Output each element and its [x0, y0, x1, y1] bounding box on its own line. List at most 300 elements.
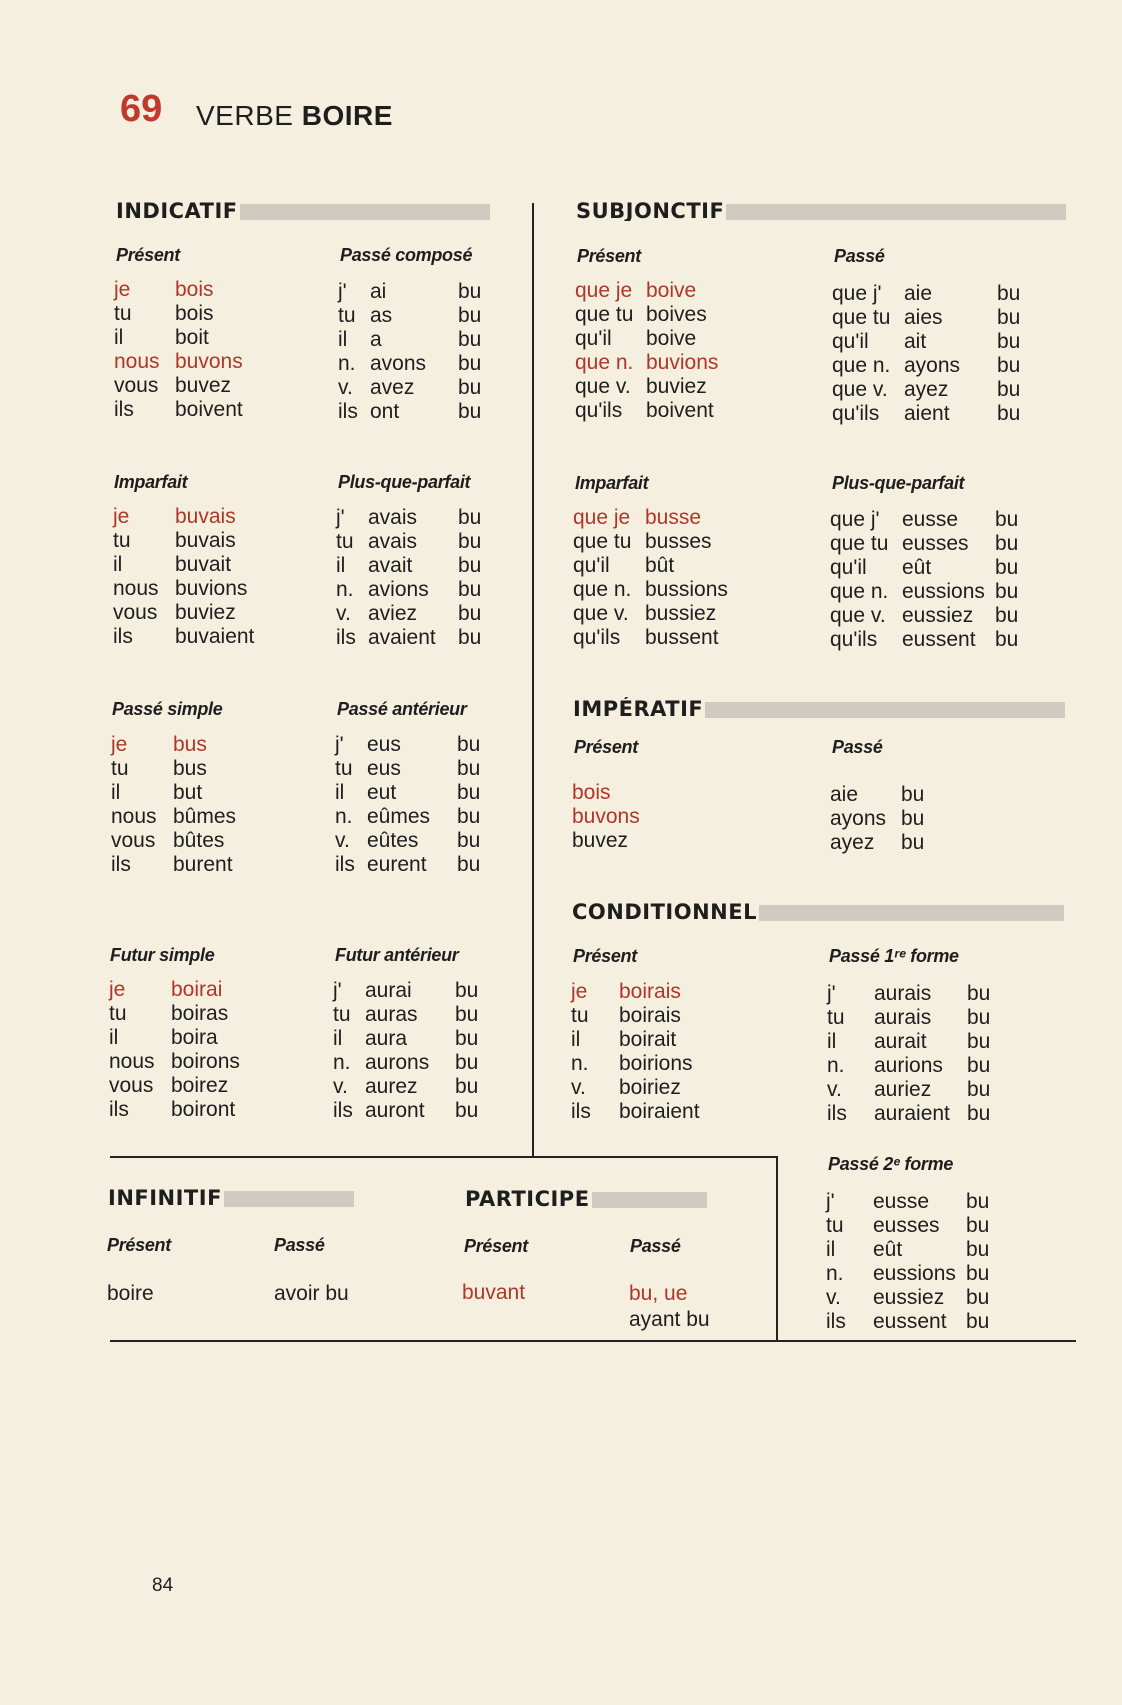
auxiliary: ait	[904, 330, 927, 353]
auxiliary: aviez	[368, 602, 418, 625]
person: ils	[827, 1102, 847, 1125]
conjugation-row	[113, 577, 353, 601]
section-title: PARTICIPE	[465, 1187, 590, 1209]
person: que tu	[573, 530, 632, 553]
person: v.	[336, 602, 351, 625]
past-participle: bu	[458, 626, 482, 649]
past-participle: bu	[901, 783, 925, 806]
tense-label: Présent	[116, 245, 180, 265]
conjugation-row	[832, 378, 1072, 402]
auxiliary: auraient	[874, 1102, 950, 1125]
header-bar	[705, 702, 1065, 718]
horizontal-divider-upper	[110, 1156, 778, 1158]
conjugation-row	[832, 306, 1072, 330]
person: n.	[336, 578, 354, 601]
auxiliary: eusses	[873, 1214, 940, 1237]
past-participle: bu	[966, 1286, 990, 1309]
conjugation-row	[338, 352, 578, 376]
person: qu'ils	[830, 628, 878, 651]
conjugation-row	[113, 601, 353, 625]
verb-form: boiraient	[619, 1100, 700, 1123]
horizontal-divider-lower	[110, 1340, 1076, 1342]
conjugation-row	[830, 580, 1070, 604]
conjugation-row	[832, 402, 1072, 426]
auxiliary: ai	[370, 280, 387, 303]
person: n.	[827, 1054, 845, 1077]
past-participle: bu	[966, 1310, 990, 1333]
past-participle: bu	[966, 1214, 990, 1237]
conjugation-row	[111, 853, 351, 877]
tense-label: Imparfait	[114, 472, 188, 492]
past-participle: bu	[967, 1006, 991, 1029]
conjugation-row	[113, 553, 353, 577]
past-participle: bu	[997, 306, 1021, 329]
person: v.	[338, 376, 353, 399]
auxiliary: avez	[370, 376, 415, 399]
conjugation-row	[572, 829, 812, 853]
auxiliary: eurent	[367, 853, 427, 876]
section-indicatif	[116, 199, 500, 221]
conjugation-row	[335, 757, 575, 781]
person: n.	[826, 1262, 844, 1285]
past-participle: bu	[457, 853, 481, 876]
auxiliary: eussions	[902, 580, 985, 603]
tense-label: Présent	[573, 946, 637, 966]
verb-form: bois	[175, 302, 214, 325]
person: que n.	[832, 354, 891, 377]
verb-form: buvait	[175, 553, 232, 576]
person: v.	[827, 1078, 842, 1101]
tense-label: Passé antérieur	[337, 699, 467, 719]
conjugation-row	[571, 1004, 811, 1028]
tense-label: Imparfait	[575, 473, 649, 493]
verb-form: but	[173, 781, 203, 804]
past-participle: bu	[997, 378, 1021, 401]
conjugation-row	[832, 282, 1072, 306]
auxiliary: aurais	[874, 982, 932, 1005]
tense-label: Plus-que-parfait	[338, 472, 471, 492]
conjugation-rows	[335, 733, 575, 877]
conjugation-row	[827, 1078, 1067, 1102]
past-participle: bu	[997, 330, 1021, 353]
person: j'	[338, 280, 347, 303]
verb-form: buvons	[572, 805, 640, 828]
conjugation-row	[114, 374, 354, 398]
conjugation-rows	[111, 733, 351, 877]
conjugation-row	[571, 1100, 811, 1124]
person: tu	[571, 1004, 589, 1027]
tense-label: Passé	[274, 1235, 325, 1255]
person: tu	[827, 1006, 845, 1029]
verb-form: busses	[645, 530, 712, 553]
tense-label: Présent	[574, 737, 638, 757]
conjugation-row	[338, 280, 578, 304]
verb-form: boivent	[175, 398, 243, 421]
past-participle: bu	[995, 508, 1019, 531]
past-participle: bu	[997, 354, 1021, 377]
past-participle: bu	[995, 532, 1019, 555]
auxiliary: auront	[365, 1099, 425, 1122]
verb-form: bûtes	[173, 829, 225, 852]
conjugation-row	[109, 1026, 349, 1050]
conjugation-row	[111, 781, 351, 805]
conjugation-row	[336, 506, 576, 530]
person: que v.	[832, 378, 888, 401]
person: vous	[109, 1074, 154, 1097]
tense-label: Passé 1ʳᵉ forme	[829, 946, 959, 966]
person: ils	[111, 853, 131, 876]
past-participle: bu	[457, 829, 481, 852]
past-participle: bu	[457, 805, 481, 828]
conjugation-row	[333, 1075, 573, 1099]
verb-form: buvez	[175, 374, 232, 397]
conjugation-row	[572, 781, 812, 805]
infinitif-present: boire	[107, 1282, 154, 1305]
past-participle: bu	[458, 376, 482, 399]
person: nous	[113, 577, 159, 600]
verb-form: buvez	[572, 829, 629, 852]
infinitif-passe: avoir bu	[274, 1282, 349, 1305]
conjugation-row	[333, 979, 573, 1003]
conjugation-rows	[109, 978, 349, 1122]
past-participle: bu	[458, 554, 482, 577]
person: il	[336, 554, 346, 577]
person: v.	[571, 1076, 586, 1099]
person: qu'il	[573, 554, 610, 577]
person: que n.	[575, 351, 634, 374]
auxiliary: aurait	[874, 1030, 927, 1053]
person: tu	[336, 530, 354, 553]
past-participle: bu	[995, 556, 1019, 579]
conjugation-row	[335, 781, 575, 805]
verb-form: boirons	[171, 1050, 240, 1073]
conjugation-row	[338, 376, 578, 400]
conjugation-row	[111, 733, 351, 757]
person: tu	[335, 757, 353, 780]
past-participle: bu	[966, 1262, 990, 1285]
conjugation-row	[336, 554, 576, 578]
conjugation-row	[575, 327, 815, 351]
past-participle: bu	[995, 628, 1019, 651]
person: tu	[114, 302, 132, 325]
participe-present: buvant	[462, 1281, 526, 1304]
conjugation-row	[333, 1027, 573, 1051]
conjugation-row	[827, 1006, 1067, 1030]
header-bar	[240, 204, 490, 220]
person: tu	[111, 757, 129, 780]
conjugation-row	[826, 1190, 1066, 1214]
conjugation-row	[830, 556, 1070, 580]
page-title	[196, 100, 393, 132]
auxiliary: eûtes	[367, 829, 419, 852]
verb-form: bût	[645, 554, 675, 577]
conjugation-row	[575, 279, 815, 303]
person: ils	[333, 1099, 353, 1122]
person: v.	[826, 1286, 841, 1309]
person: j'	[336, 506, 345, 529]
auxiliary: eusse	[873, 1190, 930, 1213]
person: vous	[114, 374, 159, 397]
auxiliary: avaient	[368, 626, 436, 649]
past-participle: bu	[455, 1003, 479, 1026]
verb-form: buvions	[646, 351, 719, 374]
tense-label: Plus-que-parfait	[832, 473, 965, 493]
auxiliary: avions	[368, 578, 429, 601]
conjugation-row	[573, 602, 813, 626]
past-participle: bu	[967, 1030, 991, 1053]
conjugation-row	[573, 578, 813, 602]
conjugation-row	[114, 398, 354, 422]
tense-label: Futur simple	[110, 945, 215, 965]
section-participe	[465, 1187, 718, 1209]
verb-form: boirez	[171, 1074, 229, 1097]
conjugation-row	[338, 328, 578, 352]
person: il	[109, 1026, 119, 1049]
verb-form: boira	[171, 1026, 218, 1049]
conjugation-row	[827, 1054, 1067, 1078]
auxiliary: auras	[365, 1003, 418, 1026]
person: je	[111, 733, 128, 756]
person: il	[111, 781, 121, 804]
auxiliary: ayons	[904, 354, 961, 377]
conjugation-row	[338, 304, 578, 328]
conjugation-rows	[573, 506, 813, 650]
section-title: INDICATIF	[116, 199, 238, 221]
auxiliary: aie	[830, 783, 859, 806]
conjugation-row	[111, 805, 351, 829]
conjugation-row	[575, 375, 815, 399]
conjugation-rows	[114, 278, 354, 422]
verb-form: boiriez	[619, 1076, 681, 1099]
conjugation-row	[573, 506, 813, 530]
person: que n.	[830, 580, 889, 603]
person: qu'ils	[575, 399, 623, 422]
person: n.	[338, 352, 356, 375]
auxiliary: ont	[370, 400, 400, 423]
person: il	[826, 1238, 836, 1261]
verb-form: boive	[646, 327, 697, 350]
verb-form: bois	[572, 781, 611, 804]
auxiliary: eût	[902, 556, 932, 579]
conjugation-row	[826, 1286, 1066, 1310]
verb-form: boivent	[646, 399, 714, 422]
past-participle: bu	[901, 831, 925, 854]
person: ils	[114, 398, 134, 421]
auxiliary: aurai	[365, 979, 412, 1002]
past-participle: bu	[458, 578, 482, 601]
auxiliary: aurons	[365, 1051, 430, 1074]
conjugation-row	[827, 982, 1067, 1006]
conjugation-rows	[338, 280, 578, 424]
past-participle: bu	[457, 733, 481, 756]
person: que v.	[830, 604, 886, 627]
tense-label: Présent	[107, 1235, 171, 1255]
auxiliary: aient	[904, 402, 950, 425]
verb-form: bussent	[645, 626, 719, 649]
auxiliary: avais	[368, 530, 418, 553]
conjugation-rows	[830, 508, 1070, 652]
person: que je	[573, 506, 631, 529]
person: il	[114, 326, 124, 349]
person: je	[109, 978, 126, 1001]
conjugation-row	[336, 578, 576, 602]
auxiliary: eussiez	[902, 604, 974, 627]
auxiliary: eussent	[902, 628, 976, 651]
conjugation-rows	[826, 1190, 1066, 1334]
conjugation-rows	[571, 980, 811, 1124]
conjugation-row	[333, 1003, 573, 1027]
person: n.	[571, 1052, 589, 1075]
verb-form: bûmes	[173, 805, 237, 828]
auxiliary: aurais	[874, 1006, 932, 1029]
verb-form: bois	[175, 278, 214, 301]
auxiliary: aurions	[874, 1054, 943, 1077]
past-participle: bu	[966, 1238, 990, 1261]
person: que tu	[832, 306, 891, 329]
person: qu'ils	[573, 626, 621, 649]
conjugation-row	[573, 554, 813, 578]
conjugation-rows	[832, 282, 1072, 426]
verb-form: buvais	[175, 505, 236, 528]
conjugation-rows	[336, 506, 576, 650]
conjugation-row	[573, 626, 813, 650]
auxiliary: ayez	[830, 831, 875, 854]
verb-form: bus	[173, 757, 207, 780]
person: qu'il	[830, 556, 867, 579]
person: nous	[109, 1050, 155, 1073]
conjugation-row	[830, 807, 1070, 831]
person: qu'ils	[832, 402, 880, 425]
person: que tu	[830, 532, 889, 555]
auxiliary: auriez	[874, 1078, 932, 1101]
auxiliary: ayez	[904, 378, 949, 401]
person: vous	[111, 829, 156, 852]
past-participle: bu	[455, 1051, 479, 1074]
conjugation-row	[571, 980, 811, 1004]
past-participle: bu	[458, 602, 482, 625]
conjugation-row	[114, 302, 354, 326]
header-bar	[759, 905, 1064, 921]
auxiliary: ayons	[830, 807, 887, 830]
verb-form: busse	[645, 506, 702, 529]
person: ils	[571, 1100, 591, 1123]
past-participle: bu	[901, 807, 925, 830]
person: il	[333, 1027, 343, 1050]
past-participle: bu	[967, 1078, 991, 1101]
tense-label: Passé simple	[112, 699, 223, 719]
person: que v.	[573, 602, 629, 625]
conjugation-row	[111, 757, 351, 781]
auxiliary: aura	[365, 1027, 408, 1050]
conjugation-rows	[333, 979, 573, 1123]
auxiliary: eussions	[873, 1262, 956, 1285]
conjugation-row	[832, 354, 1072, 378]
person: il	[113, 553, 123, 576]
participe-passe-compose: ayant bu	[629, 1308, 710, 1331]
verb-form: buviez	[175, 601, 236, 624]
conjugation-row	[114, 350, 354, 374]
conjugation-row	[114, 326, 354, 350]
verb-form: buviez	[646, 375, 707, 398]
verb-form: boirions	[619, 1052, 693, 1075]
section-imperatif	[573, 697, 1078, 719]
conjugation-rows	[827, 982, 1067, 1126]
conjugation-row	[826, 1214, 1066, 1238]
tense-label: Passé	[630, 1236, 681, 1256]
past-participle: bu	[457, 781, 481, 804]
person: il	[827, 1030, 837, 1053]
vertical-divider-bottom	[776, 1158, 778, 1341]
person: que j'	[830, 508, 880, 531]
tense-label: Passé composé	[340, 245, 473, 265]
auxiliary: eus	[367, 757, 401, 780]
conjugation-row	[335, 733, 575, 757]
conjugation-row	[335, 853, 575, 877]
past-participle: bu	[997, 282, 1021, 305]
person: ils	[826, 1310, 846, 1333]
auxiliary: aie	[904, 282, 933, 305]
conjugation-row	[571, 1052, 811, 1076]
conjugation-row	[573, 530, 813, 554]
conjugation-row	[830, 628, 1070, 652]
past-participle: bu	[455, 979, 479, 1002]
verb-form: buvaient	[175, 625, 255, 648]
verb-form: buvons	[175, 350, 243, 373]
past-participle: bu	[966, 1190, 990, 1213]
tense-label: Futur antérieur	[335, 945, 459, 965]
person: je	[114, 278, 131, 301]
auxiliary: avons	[370, 352, 427, 375]
verb-number: 69	[120, 88, 163, 130]
person: ils	[113, 625, 133, 648]
person: v.	[333, 1075, 348, 1098]
auxiliary: avais	[368, 506, 418, 529]
past-participle: bu	[458, 400, 482, 423]
verb-form: boirais	[619, 980, 681, 1003]
auxiliary: eut	[367, 781, 397, 804]
person: tu	[113, 529, 131, 552]
conjugation-rows	[113, 505, 353, 649]
tense-label: Passé	[834, 246, 885, 266]
conjugation-row	[333, 1099, 573, 1123]
person: tu	[338, 304, 356, 327]
verb-form: bus	[173, 733, 207, 756]
person: tu	[109, 1002, 127, 1025]
auxiliary: eusses	[902, 532, 969, 555]
past-participle: bu	[967, 982, 991, 1005]
past-participle: bu	[458, 280, 482, 303]
person: que je	[575, 279, 633, 302]
verb-form: bussiez	[645, 602, 717, 625]
conjugation-row	[335, 805, 575, 829]
conjugation-row	[113, 505, 353, 529]
verb-form: boive	[646, 279, 697, 302]
person: j'	[827, 982, 836, 1005]
person: nous	[111, 805, 157, 828]
person: j'	[333, 979, 342, 1002]
person: n.	[333, 1051, 351, 1074]
person: ils	[109, 1098, 129, 1121]
auxiliary: avait	[368, 554, 413, 577]
title-verb: BOIRE	[301, 100, 393, 131]
conjugation-row	[575, 303, 815, 327]
past-participle: bu	[458, 352, 482, 375]
conjugation-row	[113, 625, 353, 649]
verb-form: boirait	[619, 1028, 677, 1051]
section-conditionnel	[572, 900, 1077, 922]
section-title: CONDITIONNEL	[572, 900, 757, 922]
auxiliary: aurez	[365, 1075, 418, 1098]
